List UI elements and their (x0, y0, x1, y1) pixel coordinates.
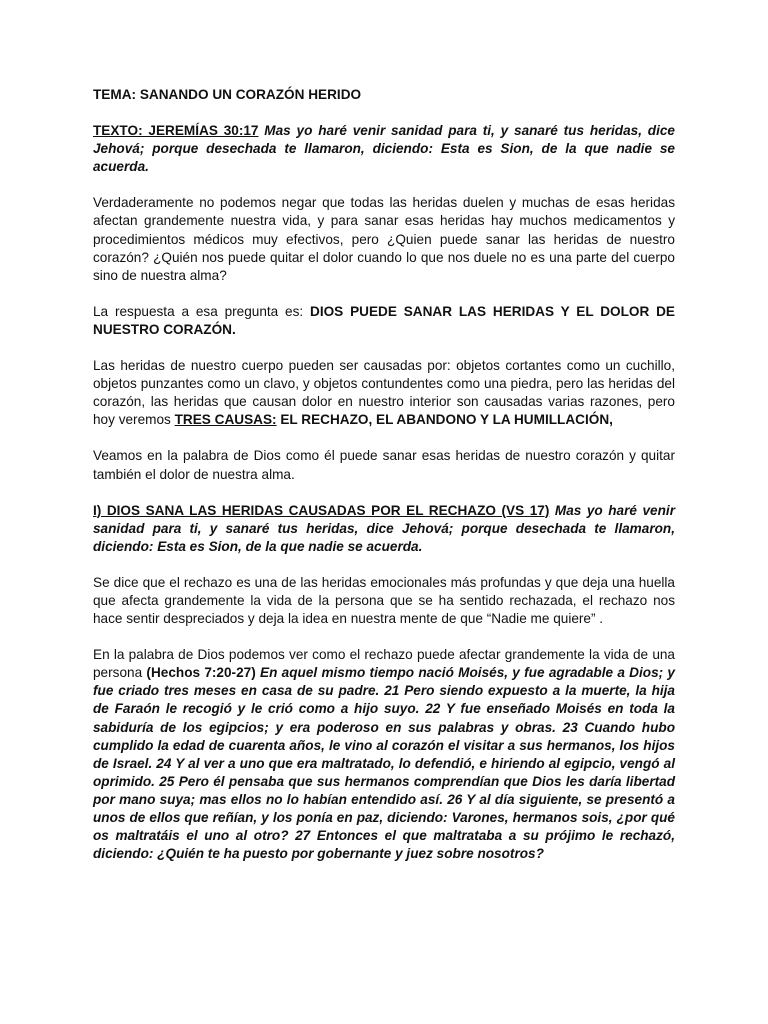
answer-bold: DIOS PUEDE SANAR LAS HERIDAS Y EL DOLOR DE NUESTRO CORAZÓN. (93, 303, 675, 337)
section-1-heading: I) DIOS SANA LAS HERIDAS CAUSADAS POR EL RECHAZO (VS 17) (93, 502, 550, 518)
rejection-paragraph: Se dice que el rechazo es una de las heridas emocionales más profundas y que deja una huella que afecta grandemente la vida de la persona que se ha sentido rechazada, el rechazo nos hace sentir despreciados y deja la idea en nuestra mente de que “Nadie me quiere” . (93, 574, 675, 627)
scripture-intro: En la palabra de Dios podemos ver como el rechazo puede afectar grandemente la vida de una persona (93, 647, 675, 681)
answer-paragraph (93, 303, 675, 339)
title-text: TEMA: SANANDO UN CORAZÓN HERIDO (93, 87, 362, 102)
intro-paragraph: Verdaderamente no podemos negar que todas las heridas duelen y muchas de esas heridas afectan grandemente nuestra vida, y para sanar esas heridas hay muchos medicamentos y procedimientos médicos muy efectivos, pero ¿Quien puede sanar las heridas de nuestro corazón? ¿Quién nos puede quitar el dolor cuando lo que nos duele no es una parte del cuerpo sino de nuestra alma? (93, 195, 675, 283)
document-title (93, 86, 675, 104)
causes-underlined: TRES CAUSAS: (174, 412, 277, 428)
section-1-verse: Mas yo haré venir sanidad para ti, y sanaré tus heridas, dice Jehová; porque desechada te llamaron, diciendo: Esta es Sion, de la que nadie se acuerda. (93, 502, 675, 554)
causes-text: Las heridas de nuestro cuerpo pueden ser causadas por: objetos cortantes como un cuchillo, objetos punzantes como un clavo, y objetos contundentes como una piedra, pero las heridas del corazón, las heridas que causan dolor en nuestro interior son causadas varias razones, pero hoy veremos (93, 358, 675, 428)
transition-paragraph: Veamos en la palabra de Dios como él puede sanar esas heridas de nuestro corazón y quitar también el dolor de nuestra alma. (93, 448, 675, 482)
main-text-paragraph (93, 122, 675, 176)
texto-label: TEXTO: JEREMÍAS 30:17 (93, 123, 259, 139)
scripture-reference: (Hechos 7:20-27) (146, 665, 256, 681)
document-page (93, 86, 675, 881)
scripture-paragraph (93, 646, 675, 863)
texto-verse: Mas yo haré venir sanidad para ti, y sanaré tus heridas, dice Jehová; porque desechada te llamaron, diciendo: Esta es Sion, de la que nadie se acuerda. (93, 123, 675, 175)
scripture-verse: En aquel mismo tiempo nació Moisés, y fue agradable a Dios; y fue criado tres meses en casa de su padre. 21 Pero siendo expuesto a la muerte, la hija de Faraón le recogió y le crió como a hijo suyo. 22 Y fue enseñado Moisés en toda la sabiduría de los egipcios; y era poderoso en sus palabras y obras. 23 Cuando hubo cumplido la edad de cuarenta años, le vino al corazón el visitar a sus hermanos, los hijos de Israel. 24 Y al ver a uno que era maltratado, lo defendió, e hiriendo al egipcio, vengó al oprimido. 25 Pero él pensaba que sus hermanos comprendían que Dios les daría libertad por mano suya; mas ellos no lo habían entendido así. 26 Y al día siguiente, se presentó a unos de ellos que reñían, y los ponía en paz, diciendo: Varones, hermanos sois, ¿por qué os maltratáis el uno al otro? 27 Entonces el que maltrataba a su prójimo le rechazó, diciendo: ¿Quién te ha puesto por gobernante y juez sobre nosotros? (93, 665, 675, 862)
section-1 (93, 502, 675, 556)
answer-text: La respuesta a esa pregunta es: (93, 303, 311, 319)
causes-bold: EL RECHAZO, EL ABANDONO Y LA HUMILLACIÓN, (276, 412, 613, 428)
causes-paragraph (93, 357, 675, 429)
